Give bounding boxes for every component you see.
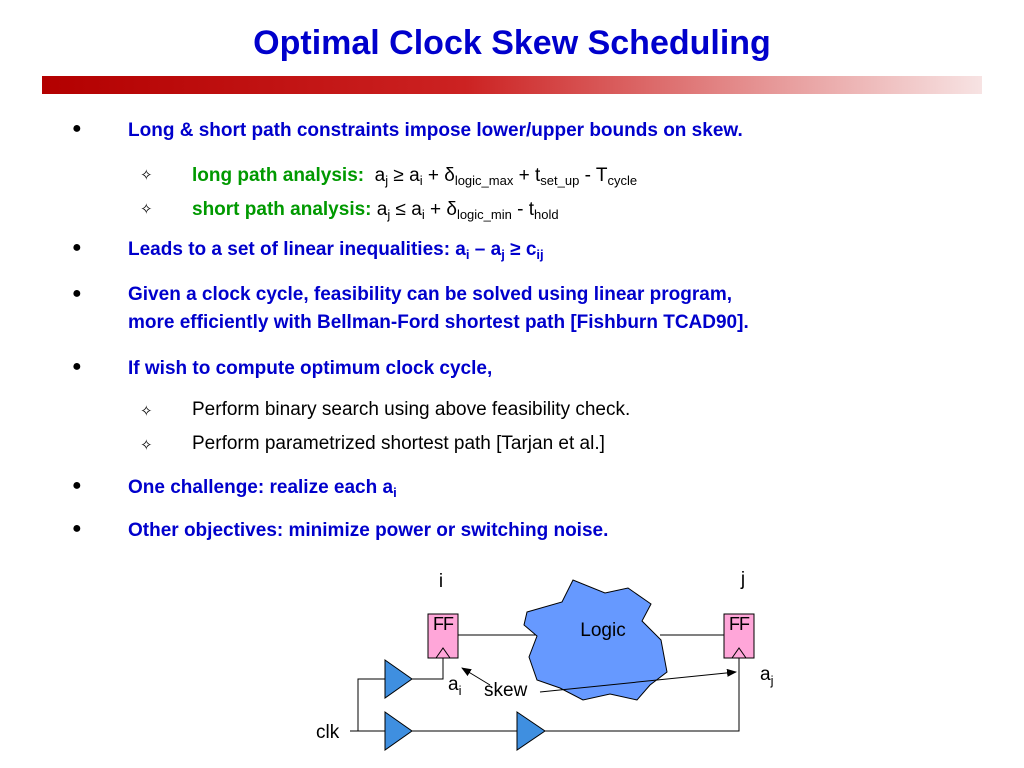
- subitem-binary-search: Perform binary search using above feasibility check.: [192, 399, 631, 420]
- page-title: Optimal Clock Skew Scheduling: [253, 24, 771, 62]
- text-part: – a: [469, 239, 502, 260]
- bullet-dot: ●: [72, 358, 82, 375]
- formula-sub: j: [385, 173, 389, 188]
- diamond-icon: ✧: [140, 167, 153, 184]
- clk-wire-to-ff-left: [412, 658, 443, 679]
- text-part: ≥ c: [504, 239, 537, 260]
- formula-part: a: [376, 199, 388, 220]
- bullet-dot: ●: [72, 285, 82, 302]
- text-sub: j: [501, 247, 505, 262]
- formula-sub: j: [387, 207, 391, 222]
- subitem-parametrized: Perform parametrized shortest path [Tarjan et al.]: [192, 433, 605, 454]
- formula-sub: cycle: [607, 173, 638, 188]
- buffer-triangle-icon: [517, 712, 545, 750]
- formula-sub: logic_max: [454, 173, 514, 188]
- bullet-dot: ●: [72, 120, 82, 137]
- long-path-label: long path analysis:: [192, 165, 365, 186]
- diamond-icon: ✧: [140, 437, 153, 454]
- formula-part: - T: [579, 165, 608, 186]
- formula-sub: hold: [534, 207, 559, 222]
- ff-right-label: FF: [729, 614, 749, 634]
- buffer-triangle-icon: [385, 712, 412, 750]
- formula-sub: i: [419, 173, 423, 188]
- label-skew: skew: [484, 680, 528, 701]
- formula-part: + t: [513, 165, 541, 186]
- clk-wire-branch: [358, 679, 385, 731]
- bullet-dot: ●: [72, 239, 82, 256]
- bullet-optimum-cycle: If wish to compute optimum clock cycle,: [128, 358, 493, 379]
- bullet-dot: ●: [72, 477, 82, 494]
- text-sub: ij: [536, 247, 544, 262]
- label-clk: clk: [316, 722, 340, 743]
- label-aj: $a_j$: [760, 664, 774, 688]
- label-ai: $a_i$: [448, 674, 462, 698]
- formula-part: - t: [511, 199, 535, 220]
- text-sub: i: [465, 247, 470, 262]
- bullet-feasibility-line1: Given a clock cycle, feasibility can be solved using linear program,: [128, 284, 733, 305]
- bullet-constraints: Long & short path constraints impose lower/upper bounds on skew.: [128, 120, 743, 141]
- text-part: One challenge: realize each a: [128, 477, 394, 498]
- formula-sub: i: [421, 207, 425, 222]
- logic-label: Logic: [580, 620, 626, 641]
- formula-sub: set_up: [540, 173, 580, 188]
- diamond-icon: ✧: [140, 201, 153, 218]
- formula-part: + δ: [424, 199, 457, 220]
- bullet-feasibility-line2: more efficiently with Bellman-Ford shortest path [Fishburn TCAD90].: [128, 312, 749, 333]
- formula-part: ≥ a: [388, 165, 420, 186]
- text-part: Leads to a set of linear inequalities: a: [128, 239, 466, 260]
- text-sub: i: [393, 485, 397, 500]
- formula-part: a: [374, 165, 386, 186]
- buffer-triangle-icon: [385, 660, 412, 698]
- label-j: j: [740, 569, 746, 590]
- formula-sub: logic_min: [456, 207, 512, 222]
- short-path-label: short path analysis:: [192, 199, 372, 220]
- label-i: i: [438, 571, 444, 592]
- formula-part: ≤ a: [390, 199, 422, 220]
- formula-part: + δ: [422, 165, 455, 186]
- bullet-objectives: Other objectives: minimize power or switching noise.: [128, 520, 609, 541]
- bullet-dot: ●: [72, 520, 82, 537]
- diamond-icon: ✧: [140, 403, 153, 420]
- ff-left-label: FF: [433, 614, 453, 634]
